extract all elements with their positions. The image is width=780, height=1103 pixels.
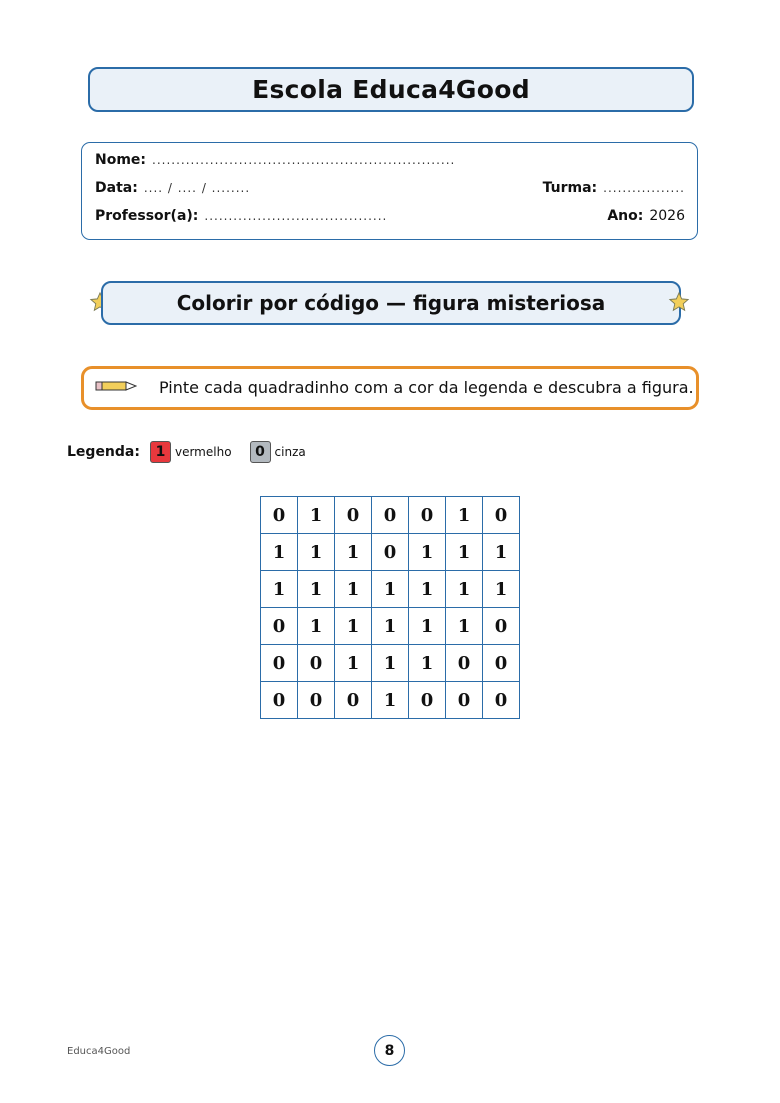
legend-red-swatch: 1 [150,441,171,463]
grid-cell[interactable]: 0 [335,682,372,719]
grid-cell[interactable]: 0 [446,682,483,719]
grid-cell[interactable]: 1 [335,608,372,645]
grid-cell[interactable]: 1 [372,571,409,608]
grid-cell[interactable]: 0 [483,497,520,534]
teacher-row [95,208,685,224]
grid-cell[interactable]: 1 [446,608,483,645]
grid-cell[interactable]: 1 [298,608,335,645]
name-field[interactable]: ............................................................... [152,153,456,167]
date-row [95,180,685,196]
legend-label: Legenda: [67,444,140,460]
grid-cell[interactable]: 0 [335,497,372,534]
teacher-field[interactable]: ...................................... [204,209,388,223]
grid-cell[interactable]: 1 [261,534,298,571]
grid-cell[interactable]: 1 [409,534,446,571]
date-field[interactable]: .... / .... / ........ [143,181,251,195]
grid-cell[interactable]: 0 [261,645,298,682]
year-label: Ano: [607,208,644,224]
grid-cell[interactable]: 1 [446,571,483,608]
teacher-label: Professor(a): [95,208,199,224]
student-info-box [81,142,698,240]
year-value: 2026 [649,208,685,224]
grid-cell[interactable]: 0 [261,608,298,645]
grid-cell[interactable]: 1 [335,571,372,608]
instruction-text: Pinte cada quadradinho com a cor da legenda e descubra a figura. [159,378,694,397]
grid-cell[interactable]: 0 [261,497,298,534]
grid-cell[interactable]: 0 [483,682,520,719]
grid-cell[interactable]: 1 [335,534,372,571]
legend-gray-swatch: 0 [250,441,271,463]
grid-cell[interactable]: 0 [483,645,520,682]
grid-cell[interactable]: 1 [446,497,483,534]
class-label: Turma: [542,180,598,196]
grid-cell[interactable]: 0 [409,497,446,534]
footer-brand: Educa4Good [67,1046,131,1057]
year-group [607,208,685,224]
grid-cell[interactable]: 1 [372,608,409,645]
star-icon [668,291,690,313]
grid-cell[interactable]: 1 [483,534,520,571]
school-title: Escola Educa4Good [88,67,694,112]
grid-cell[interactable]: 0 [298,645,335,682]
grid-cell[interactable]: 1 [446,534,483,571]
grid-cell[interactable]: 0 [483,608,520,645]
grid-cell[interactable]: 1 [298,534,335,571]
legend [67,441,324,463]
activity-title: Colorir por código — figura misteriosa [101,281,681,325]
class-group [543,180,685,196]
instruction-box [81,366,699,410]
grid-cell[interactable]: 1 [298,571,335,608]
grid-cell[interactable]: 1 [372,682,409,719]
grid-cell[interactable]: 1 [261,571,298,608]
grid-cell[interactable]: 1 [409,608,446,645]
grid-cell[interactable]: 0 [261,682,298,719]
grid-cell[interactable]: 1 [335,645,372,682]
grid-cell[interactable]: 0 [298,682,335,719]
grid-cell[interactable]: 1 [298,497,335,534]
name-label: Nome: [95,152,147,168]
class-field[interactable]: ................. [603,181,685,195]
name-row [95,152,685,168]
grid-cell[interactable]: 0 [446,645,483,682]
grid-cell[interactable]: 1 [409,571,446,608]
pencil-icon [95,381,137,391]
legend-gray-name: cinza [274,445,306,459]
date-label: Data: [95,180,138,196]
grid-cell[interactable]: 0 [372,497,409,534]
legend-red-name: vermelho [174,445,232,459]
grid-cell[interactable]: 1 [483,571,520,608]
grid-cell[interactable]: 0 [372,534,409,571]
color-by-code-grid [260,496,520,719]
grid-cell[interactable]: 0 [409,682,446,719]
page-number: 8 [374,1035,405,1066]
grid-cell[interactable]: 1 [372,645,409,682]
grid-cell[interactable]: 1 [409,645,446,682]
